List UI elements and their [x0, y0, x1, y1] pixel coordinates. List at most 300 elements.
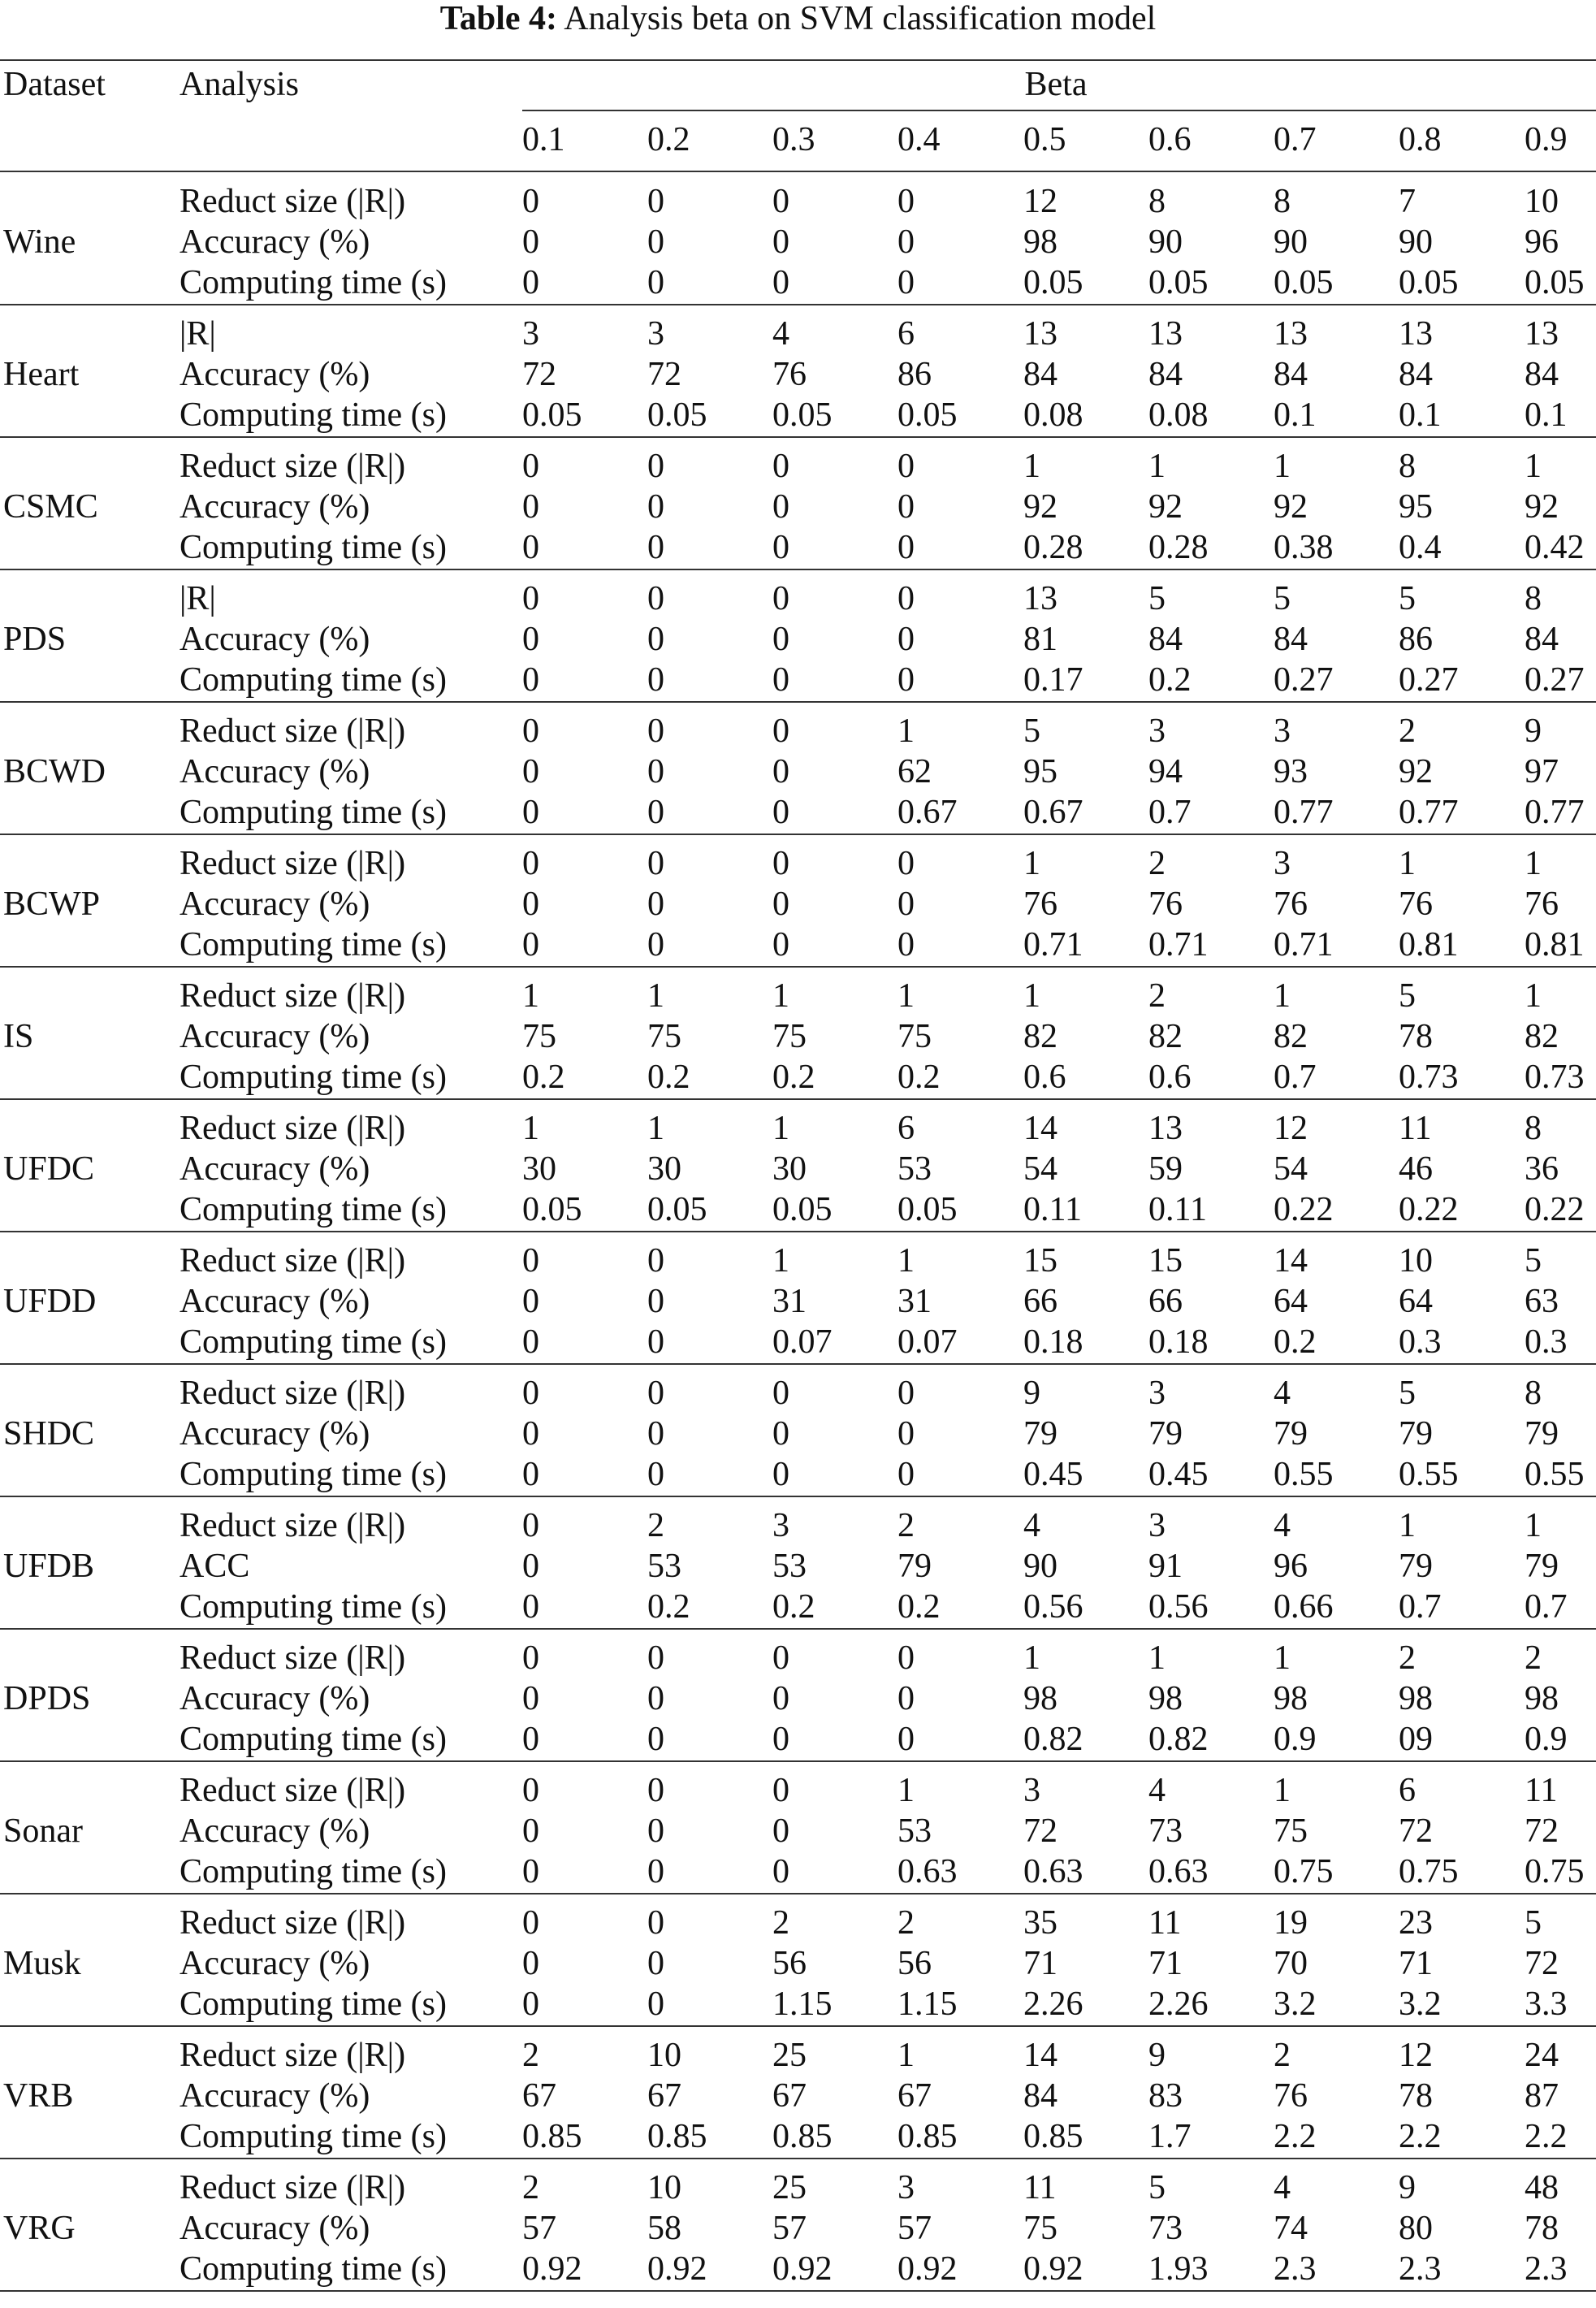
table-cell: 1: [1274, 1772, 1291, 1809]
table-cell: 67: [772, 2077, 807, 2115]
table-cell: 54: [1274, 1150, 1308, 1188]
table-cell: 13: [1399, 315, 1433, 353]
table-cell: 59: [1148, 1150, 1183, 1188]
table-cell: 15: [1023, 1242, 1058, 1280]
table-cell: 14: [1023, 2037, 1058, 2074]
table-cell: 0.08: [1023, 396, 1083, 434]
analysis-label: Accuracy (%): [179, 1812, 370, 1850]
table-cell: 0: [772, 1639, 789, 1677]
table-cell: 0.05: [772, 1191, 833, 1228]
table-cell: 1: [647, 977, 664, 1015]
table-cell: 1.93: [1148, 2250, 1209, 2288]
table-cell: 0.1: [1525, 396, 1568, 434]
table-cell: 8: [1399, 448, 1416, 485]
table-cell: 0: [522, 183, 539, 220]
table-cell: 0.05: [522, 396, 582, 434]
table-cell: 56: [772, 1945, 807, 1982]
table-cell: 73: [1148, 1812, 1183, 1850]
table-cell: 13: [1023, 315, 1058, 353]
top-rule: [0, 59, 1596, 61]
table-cell: 5: [1148, 580, 1166, 617]
table-cell: 0: [772, 1772, 789, 1809]
table-cell: 13: [1274, 315, 1308, 353]
table-cell: 75: [647, 1018, 681, 1055]
table-cell: 4: [1274, 1507, 1291, 1544]
table-cell: 3: [1148, 1375, 1166, 1412]
table-cell: 0.05: [647, 1191, 707, 1228]
table-cell: 0.85: [522, 2118, 582, 2155]
table-cell: 0: [897, 264, 915, 301]
table-cell: 0.42: [1525, 529, 1585, 566]
table-cell: 3.2: [1274, 1985, 1317, 2023]
table-cell: 5: [1274, 580, 1291, 617]
analysis-label: Accuracy (%): [179, 1945, 370, 1982]
table-cell: 78: [1399, 1018, 1433, 1055]
table-cell: 0: [897, 1456, 915, 1493]
table-cell: 73: [1148, 2210, 1183, 2247]
table-cell: 0: [647, 183, 664, 220]
table-cell: 0.22: [1399, 1191, 1459, 1228]
dataset-label: SHDC: [3, 1415, 95, 1453]
table-cell: 76: [1525, 886, 1559, 923]
table-cell: 64: [1274, 1283, 1308, 1320]
table-cell: 92: [1525, 488, 1559, 526]
analysis-label: Reduct size (|R|): [179, 1375, 406, 1412]
beta-span-rule: [522, 110, 1596, 111]
table-cell: 0.75: [1399, 1853, 1459, 1890]
table-cell: 2.3: [1525, 2250, 1568, 2288]
analysis-label: Computing time (s): [179, 1588, 447, 1626]
table-cell: 0: [522, 1853, 539, 1890]
table-cell: 0: [772, 1680, 789, 1717]
table-cell: 0: [522, 1721, 539, 1758]
table-cell: 36: [1525, 1150, 1559, 1188]
table-cell: 0: [647, 1639, 664, 1677]
beta-value-header: 0.8: [1399, 121, 1442, 158]
table-cell: 0.1: [1274, 396, 1317, 434]
table-cell: 0: [897, 1415, 915, 1453]
table-cell: 2.3: [1274, 2250, 1317, 2288]
analysis-label: Computing time (s): [179, 2250, 447, 2288]
table-cell: 57: [772, 2210, 807, 2247]
table-cell: 0.05: [1148, 264, 1209, 301]
table-cell: 0.07: [897, 1323, 958, 1361]
table-cell: 0: [897, 223, 915, 261]
table-cell: 0.82: [1148, 1721, 1209, 1758]
table-cell: 4: [772, 315, 789, 353]
table-cell: 0: [897, 183, 915, 220]
table-cell: 0.05: [522, 1191, 582, 1228]
table-cell: 6: [897, 315, 915, 353]
table-cell: 3: [1023, 1772, 1040, 1809]
analysis-label: Computing time (s): [179, 1853, 447, 1890]
beta-column-header: Beta: [1024, 66, 1088, 103]
table-cell: 2.2: [1274, 2118, 1317, 2155]
dataset-label: BCWP: [3, 886, 101, 923]
table-cell: 30: [772, 1150, 807, 1188]
analysis-label: Reduct size (|R|): [179, 845, 406, 882]
table-cell: 24: [1525, 2037, 1559, 2074]
table-cell: 0: [772, 886, 789, 923]
group-separator: [0, 1496, 1596, 1497]
table-cell: 0.85: [897, 2118, 958, 2155]
table-cell: 75: [1023, 2210, 1058, 2247]
table-cell: 0: [522, 1945, 539, 1982]
table-cell: 72: [1399, 1812, 1433, 1850]
table-cell: 0: [522, 1588, 539, 1626]
table-cell: 0.2: [772, 1588, 815, 1626]
table-cell: 76: [772, 356, 807, 393]
table-cell: 95: [1023, 753, 1058, 790]
table-cell: 1: [1399, 1507, 1416, 1544]
group-separator: [0, 1628, 1596, 1630]
table-cell: 0: [647, 661, 664, 699]
table-cell: 96: [1274, 1548, 1308, 1585]
table-cell: 9: [1023, 1375, 1040, 1412]
analysis-label: Reduct size (|R|): [179, 448, 406, 485]
table-cell: 0: [772, 488, 789, 526]
table-cell: 0: [897, 1721, 915, 1758]
table-cell: 0.63: [1148, 1853, 1209, 1890]
table-cell: 0: [647, 448, 664, 485]
table-cell: 76: [1148, 886, 1183, 923]
table-cell: 0.92: [772, 2250, 833, 2288]
table-cell: 0.77: [1399, 794, 1459, 831]
group-separator: [0, 2158, 1596, 2159]
table-cell: 0: [647, 1323, 664, 1361]
table-cell: 0: [522, 1680, 539, 1717]
table-cell: 48: [1525, 2169, 1559, 2206]
analysis-label: Accuracy (%): [179, 753, 370, 790]
table-cell: 35: [1023, 1904, 1058, 1942]
analysis-label: Computing time (s): [179, 529, 447, 566]
table-cell: 1: [1274, 977, 1291, 1015]
table-cell: 0.7: [1274, 1059, 1317, 1096]
table-cell: 0: [772, 1853, 789, 1890]
table-cell: 1: [1399, 845, 1416, 882]
beta-value-header: 0.6: [1148, 121, 1192, 158]
table-cell: 2.26: [1023, 1985, 1083, 2023]
table-cell: 0.67: [1023, 794, 1083, 831]
table-cell: 0: [772, 264, 789, 301]
table-cell: 2: [897, 1507, 915, 1544]
table-cell: 0.05: [1274, 264, 1334, 301]
table-cell: 0.6: [1148, 1059, 1192, 1096]
analysis-label: Reduct size (|R|): [179, 1772, 406, 1809]
table-cell: 0.71: [1274, 926, 1334, 963]
analysis-label: Accuracy (%): [179, 1283, 370, 1320]
table-cell: 76: [1274, 2077, 1308, 2115]
table-cell: 2.3: [1399, 2250, 1442, 2288]
table-cell: 0.2: [522, 1059, 565, 1096]
table-cell: 0.73: [1399, 1059, 1459, 1096]
table-cell: 0.2: [897, 1059, 941, 1096]
table-cell: 82: [1148, 1018, 1183, 1055]
table-cell: 0: [522, 223, 539, 261]
table-cell: 0.05: [1023, 264, 1083, 301]
group-separator: [0, 1231, 1596, 1232]
beta-value-header: 0.1: [522, 121, 565, 158]
table-cell: 11: [1148, 1904, 1182, 1942]
caption-text: Analysis beta on SVM classification model: [564, 0, 1157, 37]
table-cell: 0.7: [1525, 1588, 1568, 1626]
table-cell: 0: [522, 845, 539, 882]
table-cell: 53: [647, 1548, 681, 1585]
table-cell: 76: [1274, 886, 1308, 923]
table-cell: 0.05: [1525, 264, 1585, 301]
table-cell: 84: [1399, 356, 1433, 393]
table-cell: 75: [772, 1018, 807, 1055]
table-cell: 90: [1148, 223, 1183, 261]
table-cell: 0: [647, 712, 664, 750]
table-cell: 25: [772, 2169, 807, 2206]
table-cell: 79: [1399, 1415, 1433, 1453]
table-cell: 12: [1023, 183, 1058, 220]
table-cell: 1: [1525, 977, 1542, 1015]
table-cell: 7: [1399, 183, 1416, 220]
table-cell: 0: [522, 580, 539, 617]
table-cell: 0: [772, 1721, 789, 1758]
table-cell: 0.77: [1525, 794, 1585, 831]
table-cell: 2: [522, 2169, 539, 2206]
table-cell: 53: [897, 1150, 932, 1188]
table-cell: 9: [1399, 2169, 1416, 2206]
dataset-label: CSMC: [3, 488, 98, 526]
table-cell: 0: [772, 712, 789, 750]
table-cell: 3.3: [1525, 1985, 1568, 2023]
table-cell: 0: [522, 1507, 539, 1544]
table-cell: 0: [647, 926, 664, 963]
dataset-label: Wine: [3, 223, 76, 261]
table-cell: 0.92: [1023, 2250, 1083, 2288]
table-cell: 0: [897, 1680, 915, 1717]
table-cell: 0: [647, 1680, 664, 1717]
table-cell: 53: [897, 1812, 932, 1850]
table-cell: 14: [1274, 1242, 1308, 1280]
table-cell: 54: [1023, 1150, 1058, 1188]
analysis-label: Reduct size (|R|): [179, 2169, 406, 2206]
analysis-label: Reduct size (|R|): [179, 1639, 406, 1677]
table-cell: 0: [772, 661, 789, 699]
table-cell: 8: [1148, 183, 1166, 220]
table-cell: 92: [1023, 488, 1058, 526]
table-cell: 0: [772, 753, 789, 790]
table-cell: 0.92: [647, 2250, 707, 2288]
analysis-label: Computing time (s): [179, 1456, 447, 1493]
table-cell: 0.4: [1399, 529, 1442, 566]
table-cell: 78: [1399, 2077, 1433, 2115]
analysis-label: Accuracy (%): [179, 1018, 370, 1055]
analysis-label: Computing time (s): [179, 2118, 447, 2155]
table-cell: 1: [897, 1772, 915, 1809]
table-cell: 6: [897, 1110, 915, 1147]
table-cell: 0.08: [1148, 396, 1209, 434]
table-cell: 25: [772, 2037, 807, 2074]
table-cell: 98: [1399, 1680, 1433, 1717]
table-cell: 58: [647, 2210, 681, 2247]
beta-value-header: 0.3: [772, 121, 815, 158]
table-cell: 57: [522, 2210, 556, 2247]
analysis-label: |R|: [179, 580, 216, 617]
table-cell: 0: [772, 621, 789, 658]
table-cell: 72: [1525, 1812, 1559, 1850]
table-cell: 0: [522, 529, 539, 566]
table-cell: 67: [897, 2077, 932, 2115]
table-cell: 0: [647, 753, 664, 790]
table-cell: 82: [1525, 1018, 1559, 1055]
table-cell: 0: [772, 1415, 789, 1453]
table-cell: 0.2: [897, 1588, 941, 1626]
table-cell: 0.92: [522, 2250, 582, 2288]
analysis-label: Accuracy (%): [179, 356, 370, 393]
table-cell: 0: [772, 926, 789, 963]
table-cell: 84: [1148, 621, 1183, 658]
table-cell: 1: [897, 977, 915, 1015]
table-cell: 1: [1023, 1639, 1040, 1677]
table-cell: 53: [772, 1548, 807, 1585]
dataset-label: Musk: [3, 1945, 81, 1982]
table-cell: 0.27: [1274, 661, 1334, 699]
table-cell: 0: [647, 1242, 664, 1280]
group-separator: [0, 834, 1596, 835]
table-cell: 90: [1023, 1548, 1058, 1585]
table-cell: 5: [1399, 1375, 1416, 1412]
table-cell: 10: [647, 2037, 681, 2074]
table-cell: 8: [1525, 1375, 1542, 1412]
table-cell: 0.18: [1023, 1323, 1083, 1361]
table-cell: 31: [897, 1283, 932, 1320]
table-cell: 0: [647, 580, 664, 617]
table-cell: 83: [1148, 2077, 1183, 2115]
dataset-label: VRB: [3, 2077, 74, 2115]
beta-value-header: 0.2: [647, 121, 690, 158]
table-cell: 0: [522, 264, 539, 301]
table-cell: 0.55: [1274, 1456, 1334, 1493]
table-cell: 0.63: [897, 1853, 958, 1890]
table-cell: 84: [1525, 621, 1559, 658]
table-cell: 4: [1274, 2169, 1291, 2206]
table-cell: 0: [647, 1945, 664, 1982]
table-cell: 70: [1274, 1945, 1308, 1982]
table-cell: 0.17: [1023, 661, 1083, 699]
table-cell: 0.75: [1525, 1853, 1585, 1890]
table-cell: 0.73: [1525, 1059, 1585, 1096]
table-cell: 0: [897, 580, 915, 617]
table-cell: 0: [647, 621, 664, 658]
table-cell: 0.6: [1023, 1059, 1066, 1096]
table-cell: 72: [647, 356, 681, 393]
table-cell: 0: [522, 794, 539, 831]
dataset-label: PDS: [3, 621, 67, 658]
table-cell: 62: [897, 753, 932, 790]
table-cell: 0.92: [897, 2250, 958, 2288]
table-cell: 0: [522, 1548, 539, 1585]
table-cell: 95: [1399, 488, 1433, 526]
table-cell: 75: [897, 1018, 932, 1055]
analysis-label: Computing time (s): [179, 926, 447, 963]
table-cell: 78: [1525, 2210, 1559, 2247]
analysis-label: Computing time (s): [179, 396, 447, 434]
analysis-label: Reduct size (|R|): [179, 183, 406, 220]
table-cell: 0: [647, 264, 664, 301]
table-cell: 0.7: [1148, 794, 1192, 831]
analysis-label: Accuracy (%): [179, 2210, 370, 2247]
table-cell: 0: [897, 448, 915, 485]
table-cell: 11: [1399, 1110, 1432, 1147]
table-cell: 0: [522, 1415, 539, 1453]
table-cell: 3: [772, 1507, 789, 1544]
table-cell: 30: [522, 1150, 556, 1188]
table-cell: 10: [1399, 1242, 1433, 1280]
table-cell: 5: [1399, 977, 1416, 1015]
table-cell: 8: [1274, 183, 1291, 220]
table-cell: 79: [897, 1548, 932, 1585]
analysis-label: Accuracy (%): [179, 2077, 370, 2115]
analysis-label: Reduct size (|R|): [179, 712, 406, 750]
dataset-label: Sonar: [3, 1812, 83, 1850]
table-cell: 14: [1023, 1110, 1058, 1147]
table-cell: 86: [897, 356, 932, 393]
table-cell: 0.55: [1525, 1456, 1585, 1493]
table-cell: 0: [772, 1812, 789, 1850]
table-cell: 0: [647, 1375, 664, 1412]
table-cell: 3: [897, 2169, 915, 2206]
table-cell: 0.67: [897, 794, 958, 831]
analysis-label: Computing time (s): [179, 794, 447, 831]
table-cell: 76: [1023, 886, 1058, 923]
table-cell: 84: [1274, 356, 1308, 393]
table-cell: 90: [1399, 223, 1433, 261]
group-separator: [0, 2025, 1596, 2027]
header-bottom-rule: [0, 171, 1596, 172]
table-cell: 0.22: [1525, 1191, 1585, 1228]
table-cell: 82: [1274, 1018, 1308, 1055]
table-cell: 71: [1023, 1945, 1058, 1982]
table-cell: 0.05: [1399, 264, 1459, 301]
table-cell: 0: [772, 183, 789, 220]
analysis-label: Computing time (s): [179, 1721, 447, 1758]
table-cell: 0: [522, 1283, 539, 1320]
table-cell: 0.05: [897, 1191, 958, 1228]
group-separator: [0, 1363, 1596, 1365]
table-cell: 56: [897, 1945, 932, 1982]
table-cell: 0: [647, 1904, 664, 1942]
table-cell: 0.56: [1148, 1588, 1209, 1626]
table-cell: 3: [1274, 712, 1291, 750]
table-cell: 0: [772, 529, 789, 566]
analysis-label: Reduct size (|R|): [179, 1242, 406, 1280]
table-cell: 30: [647, 1150, 681, 1188]
table-cell: 98: [1525, 1680, 1559, 1717]
table-cell: 0: [897, 1639, 915, 1677]
table-cell: 1: [772, 1242, 789, 1280]
table-cell: 4: [1274, 1375, 1291, 1412]
table-cell: 0.2: [772, 1059, 815, 1096]
table-cell: 80: [1399, 2210, 1433, 2247]
table-cell: 9: [1525, 712, 1542, 750]
analysis-label: Reduct size (|R|): [179, 977, 406, 1015]
table-cell: 09: [1399, 1721, 1433, 1758]
table-cell: 82: [1023, 1018, 1058, 1055]
table-cell: 0.71: [1023, 926, 1083, 963]
table-cell: 0: [522, 1323, 539, 1361]
analysis-label: Computing time (s): [179, 1985, 447, 2023]
table-cell: 0: [522, 1456, 539, 1493]
table-cell: 0.2: [1274, 1323, 1317, 1361]
table-cell: 13: [1148, 315, 1183, 353]
table-cell: 90: [1274, 223, 1308, 261]
table-cell: 4: [1148, 1772, 1166, 1809]
